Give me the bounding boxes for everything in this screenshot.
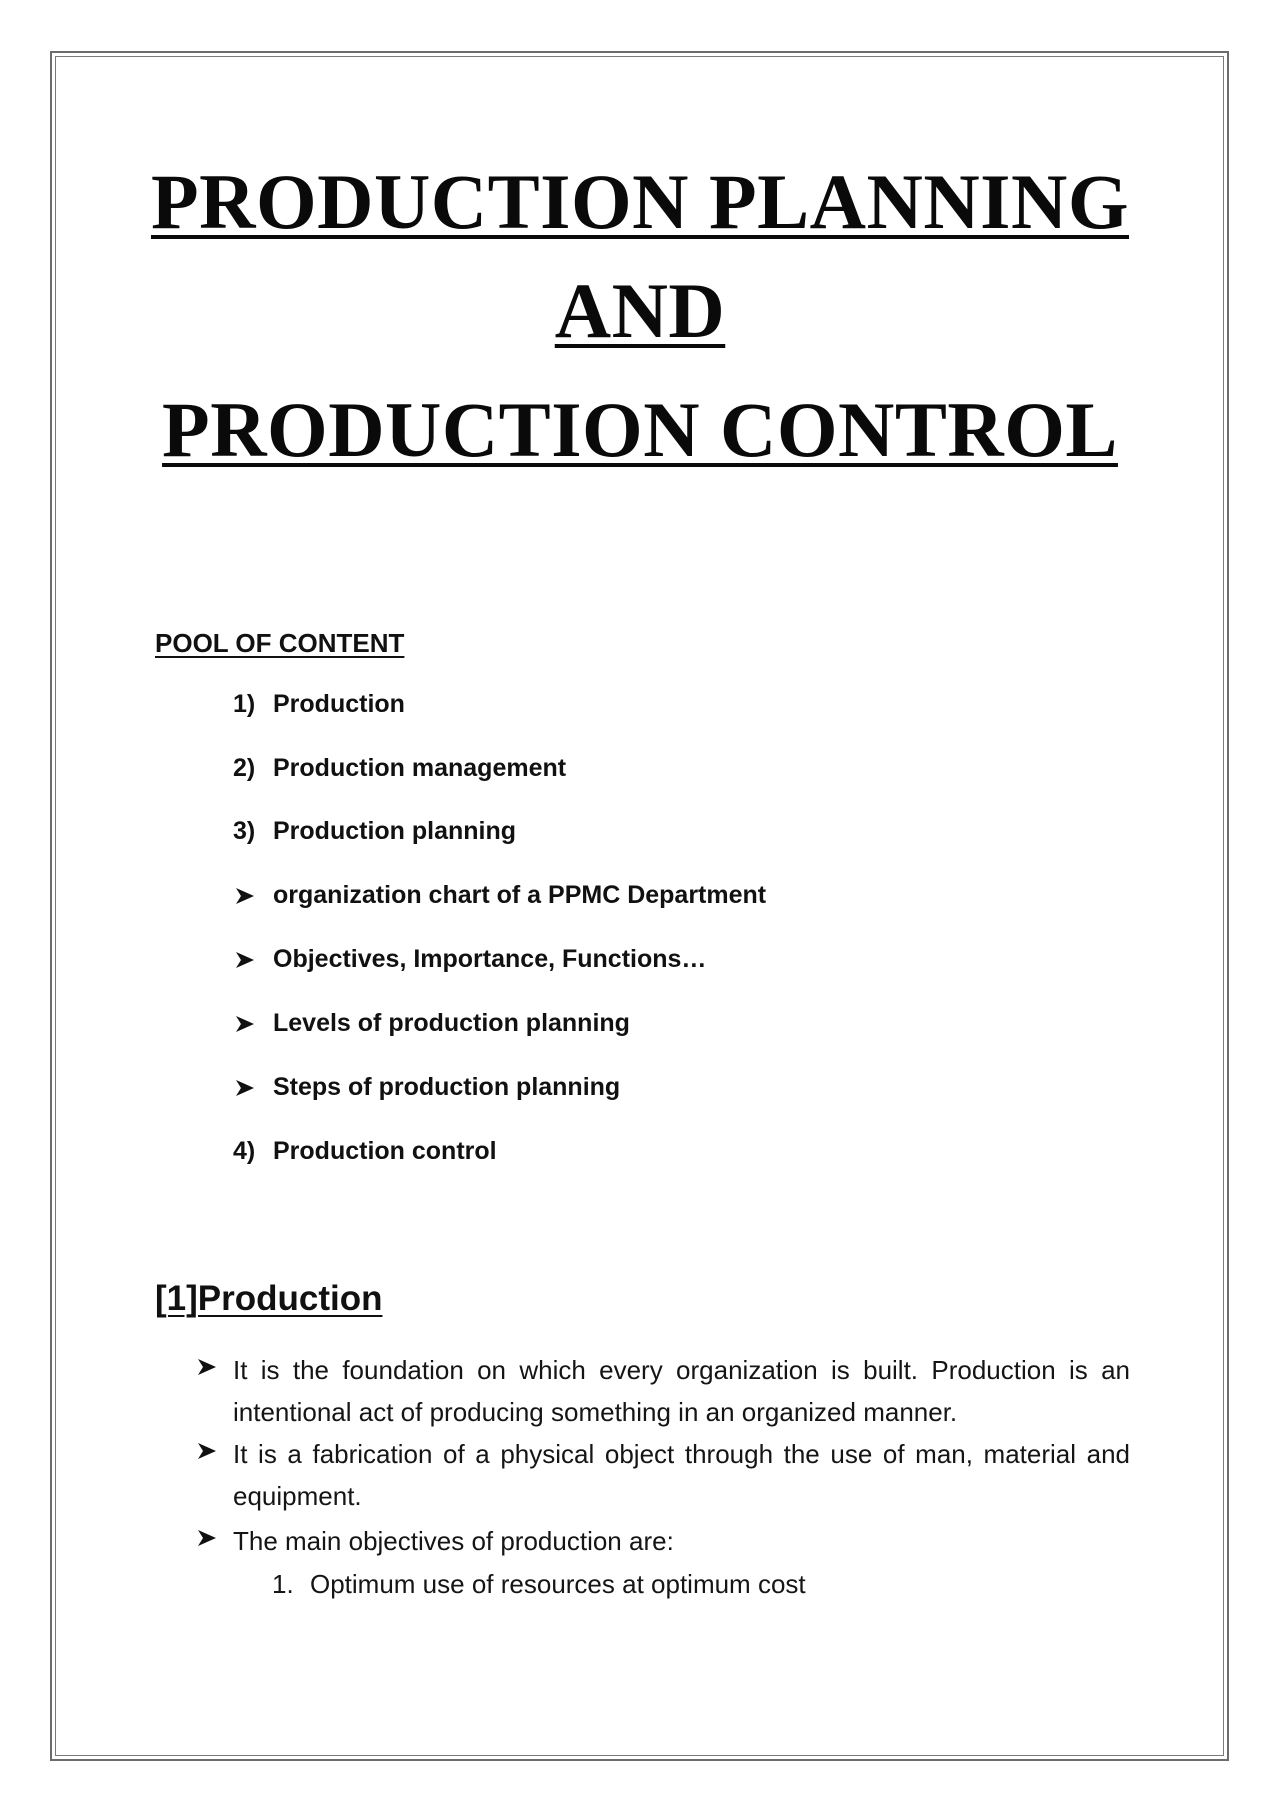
pool-of-content-heading: POOL OF CONTENT xyxy=(155,628,405,658)
section-heading: [1]Production xyxy=(155,1279,383,1318)
toc-label: Levels of production planning xyxy=(273,1009,630,1037)
toc-item xyxy=(233,943,706,975)
toc-number: 1) xyxy=(233,690,256,718)
title-line-3: PRODUCTION CONTROL xyxy=(162,386,1118,473)
toc-number: 2) xyxy=(233,754,256,782)
arrow-bullet-icon xyxy=(195,1526,231,1556)
toc-item xyxy=(233,1071,620,1103)
bullet-text: It is the foundation on which every organization is built. Production is an intentional act of producing something in an organized manner. xyxy=(233,1355,1130,1427)
numbered-item-number: 1. xyxy=(272,1569,294,1599)
toc-item xyxy=(233,1135,497,1167)
arrow-bullet-icon xyxy=(233,943,273,975)
title-line-1: PRODUCTION PLANNING xyxy=(150,158,1130,245)
toc-item xyxy=(233,752,566,784)
toc-label: organization chart of a PPMC Department xyxy=(273,881,767,909)
toc-label: Production control xyxy=(273,1137,497,1165)
toc-label: Steps of production planning xyxy=(273,1073,621,1101)
body-bullet xyxy=(195,1520,1130,1562)
toc-label: Objectives, Importance, Functions… xyxy=(273,945,707,973)
toc-number: 3) xyxy=(233,817,256,845)
toc-label: Production management xyxy=(273,754,567,782)
arrow-bullet-icon xyxy=(233,1007,273,1039)
arrow-bullet-icon xyxy=(195,1355,231,1385)
bullet-text: It is a fabrication of a physical object through the use of man, material and equipment. xyxy=(233,1439,1130,1511)
toc-number: 4) xyxy=(233,1137,256,1165)
numbered-item-text: Optimum use of resources at optimum cost xyxy=(310,1569,806,1599)
toc-item xyxy=(233,688,405,720)
toc-item xyxy=(233,879,766,911)
arrow-bullet-icon xyxy=(233,1071,273,1103)
title-line-2: AND xyxy=(554,267,726,354)
bullet-text: The main objectives of production are: xyxy=(233,1526,674,1556)
arrow-bullet-icon xyxy=(195,1439,231,1469)
toc-item xyxy=(233,815,516,847)
numbered-item xyxy=(272,1563,806,1605)
body-bullet xyxy=(195,1349,1130,1433)
toc-label: Production planning xyxy=(273,817,517,845)
toc-label: Production xyxy=(273,690,405,718)
toc-item xyxy=(233,1007,630,1039)
arrow-bullet-icon xyxy=(233,879,273,911)
body-bullet xyxy=(195,1433,1130,1517)
